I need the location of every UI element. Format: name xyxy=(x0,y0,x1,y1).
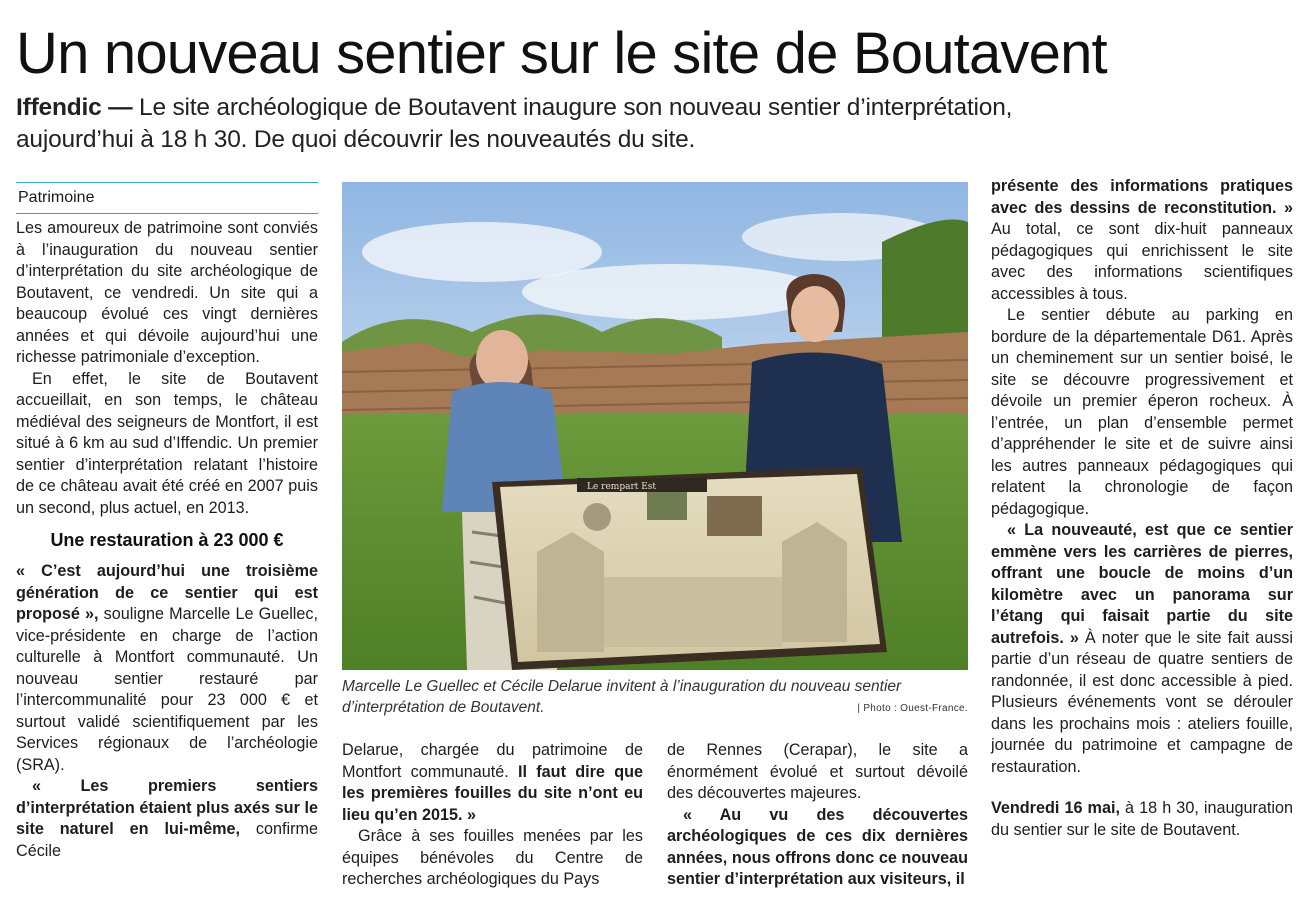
paragraph-text: Delarue, chargée du patrimoine de Montfort communauté. xyxy=(342,741,643,781)
panel-title: Le rempart Est xyxy=(587,482,657,492)
photo-illustration xyxy=(342,182,968,670)
paragraph xyxy=(667,805,968,891)
paragraph-text: À noter que le site fait aussi partie d’un réseau de quatre sentiers de randonnée, il est donc accessible à pied. Plusieurs événements vont se dérouler dans les prochains mois : ateliers fouille, journée du patrimoine et campagne de restauration. xyxy=(991,628,1293,776)
column-1 xyxy=(16,218,318,862)
article-photo xyxy=(342,182,968,670)
photo-credit: | Photo : Ouest-France. xyxy=(857,703,968,714)
article-lead xyxy=(16,92,1076,156)
paragraph: de Rennes (Cerapar), le site a énormément évolué et surtout dévoilé des découvertes majeures. xyxy=(667,741,968,802)
subheading: Une restauration à 23 000 € xyxy=(50,530,284,550)
dateline: Iffendic — xyxy=(16,94,133,121)
column-3 xyxy=(667,740,968,891)
column-2 xyxy=(342,740,643,891)
headline: Un nouveau sentier sur le site de Boutavent xyxy=(16,21,1107,86)
quote-bold: « C’est aujourd’hui une troisième génération de ce sentier qui est proposé », xyxy=(16,562,318,623)
paragraph: Grâce à ses fouilles menées par les équipes bénévoles du Centre de recherches archéologiques du Pays xyxy=(342,827,643,888)
event-date: Vendredi 16 mai, xyxy=(991,799,1120,817)
paragraph xyxy=(991,798,1293,841)
paragraph xyxy=(342,740,643,826)
paragraph-text: souligne Marcelle Le Guellec, vice-présidente en charge de l’action culturelle à Montfort communauté. Un nouveau sentier restauré par l’intercommunalité pour 23 000 € et surtout validé scientifiquement par les Services régionaux de l’archéologie (SRA). xyxy=(16,605,318,774)
quote-bold: Il faut dire que les premières fouilles du site n’ont eu lieu qu’en 2015. » xyxy=(342,762,643,824)
paragraph xyxy=(16,776,318,862)
lead-text: Le site archéologique de Boutavent inaugure son nouveau sentier d’interprétation, aujourd’hui à 18 h 30. De quoi découvrir les nouveautés du site. xyxy=(16,94,1013,153)
quote-bold: « La nouveauté, est que ce sentier emmène vers les carrières de pierres, offrant une boucle de moins d’un kilomètre avec un panorama sur l’étang qui faisait partie du site autrefois. » xyxy=(991,521,1293,647)
quote-bold: présente des informations pratiques avec des dessins de reconstitution. » xyxy=(991,177,1293,217)
paragraph-text: à 18 h 30, inauguration du sentier sur le site de Boutavent. xyxy=(991,799,1294,839)
photo-caption: Marcelle Le Guellec et Cécile Delarue invitent à l’inauguration du nouveau sentier d’interprétation de Boutavent. xyxy=(342,678,902,716)
paragraph: Le sentier débute au parking en bordure de la départementale D61. Après un cheminement sur un sentier boisé, le site se découvre progressivement et dévoile un premier éperon rocheux. À l’entrée, un plan d’ensemble permet d’appréhender le site et de suivre ainsi les autres panneaux pédagogiques qui relatent la chronologie de façon pédagogique. xyxy=(991,306,1293,518)
section-rubric: Patrimoine xyxy=(16,182,318,214)
paragraph xyxy=(16,561,318,776)
column-4 xyxy=(991,176,1293,841)
paragraph xyxy=(991,520,1293,778)
paragraph-text: confirme Cécile xyxy=(16,820,318,860)
quote-bold: « Au vu des découvertes archéologiques de ces dix dernières années, nous offrons donc ce nouveau sentier d’interprétation aux visiteurs, il xyxy=(667,805,968,888)
paragraph: En effet, le site de Boutavent accueillait, en son temps, le château médiéval des seigneurs de Montfort, il est situé à 6 km au sud d’Iffendic. Un premier sentier d’interprétation relatant l’histoire de ce château avait été créé en 2007 puis un second, plus actuel, en 2013. xyxy=(16,369,318,517)
quote-bold: « Les premiers sentiers d’interprétation étaient plus axés sur le site naturel en lui-même, xyxy=(16,777,318,838)
paragraph-text: Au total, ce sont dix-huit panneaux pédagogiques qui enrichissent le site avec des informations scientifiques accessibles à tous. xyxy=(991,220,1293,303)
paragraph: Les amoureux de patrimoine sont conviés à l’inauguration du nouveau sentier d’interprétation du site archéologique de Boutavent, ce vendredi. Un site qui a beaucoup évolué ces vingt dernières années et qui dévoile aujourd’hui une richesse patrimoniale d’exception. xyxy=(16,219,318,366)
paragraph xyxy=(991,176,1293,305)
